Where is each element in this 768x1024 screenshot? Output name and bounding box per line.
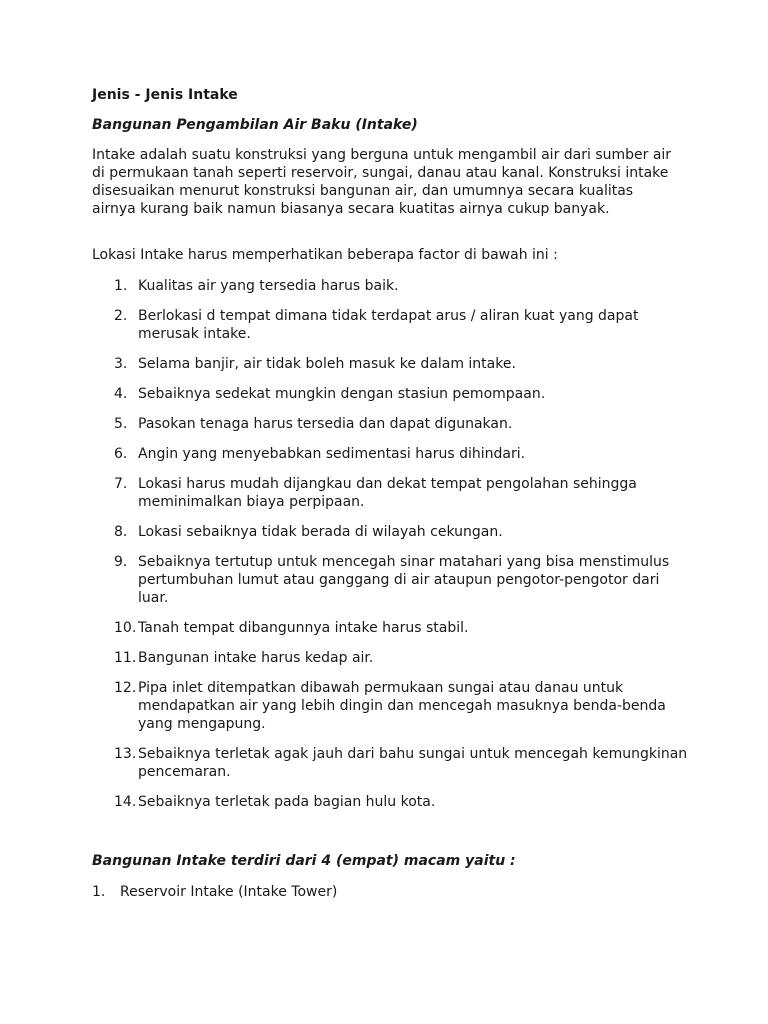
list-item xyxy=(92,277,692,295)
list-item xyxy=(92,355,692,373)
list-item-text: Berlokasi d tempat dimana tidak terdapat arus / aliran kuat yang dapat merusak intake. xyxy=(138,308,639,342)
list-item-number: 7. xyxy=(114,476,128,492)
list-item-number: 11. xyxy=(114,650,137,666)
types-list xyxy=(92,883,652,901)
list-item-text: Kualitas air yang tersedia harus baik. xyxy=(138,278,399,294)
list-item xyxy=(92,793,692,811)
list-item xyxy=(92,523,692,541)
list-item-text: Pasokan tenaga harus tersedia dan dapat digunakan. xyxy=(138,416,513,432)
list-item-number: 1. xyxy=(114,278,128,294)
location-lead-text: Lokasi Intake harus memperhatikan beberapa factor di bawah ini : xyxy=(92,247,558,263)
list-item xyxy=(92,385,692,403)
list-item-number: 8. xyxy=(114,524,128,540)
list-item-number: 14. xyxy=(114,794,137,810)
list-item-number: 6. xyxy=(114,446,128,462)
list-item-text: Lokasi harus mudah dijangkau dan dekat tempat pengolahan sehingga meminimalkan biaya perpipaan. xyxy=(138,476,637,510)
list-item-text: Sebaiknya sedekat mungkin dengan stasiun pemompaan. xyxy=(138,386,546,402)
list-item-text: Sebaiknya tertutup untuk mencegah sinar matahari yang bisa menstimulus pertumbuhan lumut atau ganggang di air ataupun pengotor-pengotor dari luar. xyxy=(138,554,670,606)
list-item-text: Selama banjir, air tidak boleh masuk ke dalam intake. xyxy=(138,356,516,372)
list-item xyxy=(92,619,692,637)
list-item-text: Bangunan intake harus kedap air. xyxy=(138,650,374,666)
list-item-number: 2. xyxy=(114,308,128,324)
list-item-number: 3. xyxy=(114,356,128,372)
list-item-text: Reservoir Intake (Intake Tower) xyxy=(120,884,338,900)
list-item xyxy=(92,475,692,511)
list-item-text: Sebaiknya terletak agak jauh dari bahu sungai untuk mencegah kemungkinan pencemaran. xyxy=(138,746,688,780)
list-item xyxy=(92,553,692,607)
list-item-number: 1. xyxy=(92,884,106,900)
list-item-number: 13. xyxy=(114,746,137,762)
list-item xyxy=(92,307,692,343)
list-item-text: Lokasi sebaiknya tidak berada di wilayah cekungan. xyxy=(138,524,503,540)
list-item-text: Tanah tempat dibangunnya intake harus stabil. xyxy=(138,620,469,636)
document-title: Jenis - Jenis Intake xyxy=(92,87,238,103)
list-item-text: Pipa inlet ditempatkan dibawah permukaan sungai atau danau untuk mendapatkan air yang lebih dingin dan mencegah masuknya benda-benda yang mengapung. xyxy=(138,680,666,732)
list-item-number: 10. xyxy=(114,620,137,636)
list-item-number: 5. xyxy=(114,416,128,432)
requirements-list xyxy=(92,277,692,823)
list-item xyxy=(92,445,692,463)
list-item xyxy=(92,745,692,781)
intro-paragraph: Intake adalah suatu konstruksi yang berguna untuk mengambil air dari sumber air di permukaan tanah seperti reservoir, sungai, danau atau kanal. Konstruksi intake disesuaikan menurut konstruksi bangunan air, dan umumnya secara kualitas airnya kurang baik namun biasanya secara kuatitas airnya cukup banyak. xyxy=(92,147,672,217)
list-item xyxy=(92,415,692,433)
types-heading: Bangunan Intake terdiri dari 4 (empat) macam yaitu : xyxy=(92,853,516,869)
list-item-number: 4. xyxy=(114,386,128,402)
list-item-number: 9. xyxy=(114,554,128,570)
list-item xyxy=(92,649,692,667)
list-item xyxy=(92,883,652,901)
list-item xyxy=(92,679,692,733)
list-item-text: Sebaiknya terletak pada bagian hulu kota. xyxy=(138,794,436,810)
list-item-number: 12. xyxy=(114,680,137,696)
list-item-text: Angin yang menyebabkan sedimentasi harus dihindari. xyxy=(138,446,526,462)
document-subtitle: Bangunan Pengambilan Air Baku (Intake) xyxy=(92,117,418,133)
